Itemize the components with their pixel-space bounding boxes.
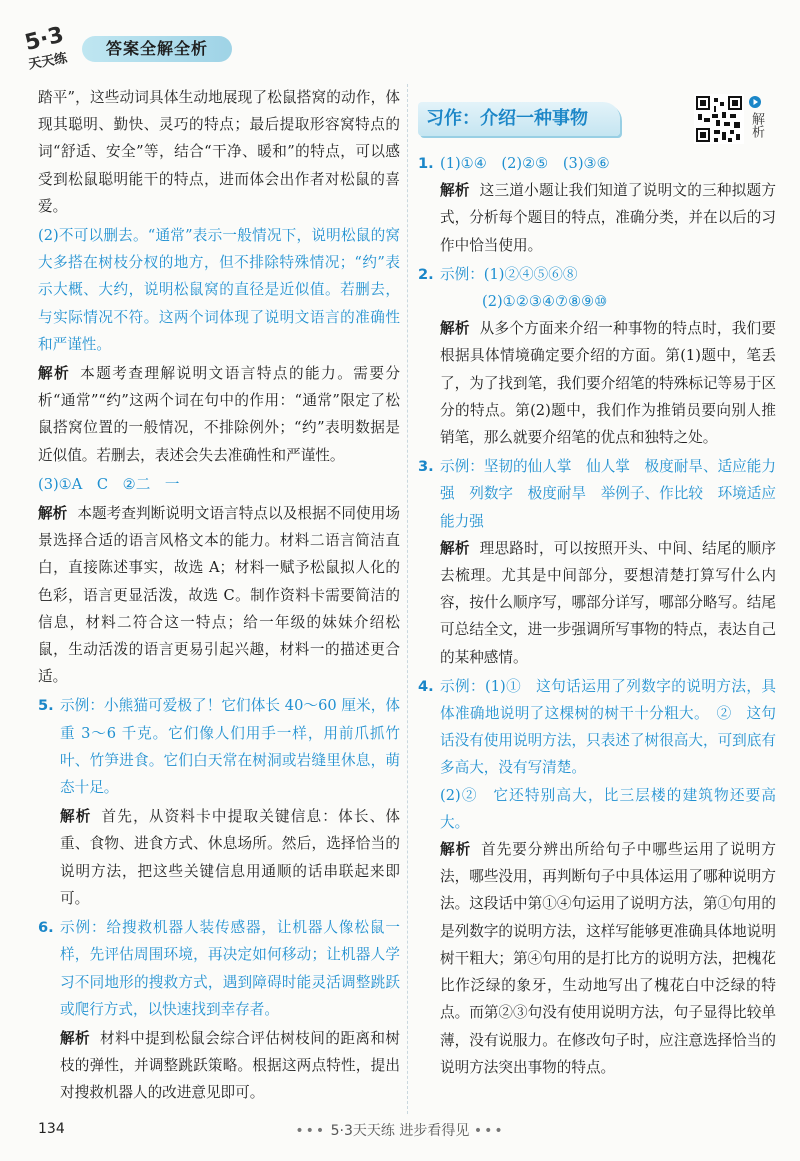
question-2 — [418, 261, 776, 451]
qr-label: 解析 — [749, 112, 764, 138]
q5-analysis — [60, 803, 400, 912]
q6-answer: 示例：给搜救机器人装传感器，让机器人像松鼠一样，先评估周围环境，再决定如何移动；让机器人学习不同地形的搜救方式，遇到障碍时能灵活调整跳跃或爬行方式，以快速找到幸存者。 — [60, 919, 400, 1018]
question-5 — [38, 692, 400, 912]
question-3 — [418, 453, 776, 671]
q4-answer-1: 示例：(1)① 这句话运用了列数字的说明方法，具体准确地说明了这棵树的树干十分粗大。 ② 这句话没有使用说明方法，只表述了树很高大，可到底有多高大，没有写清楚。 — [440, 677, 776, 777]
footer-brand — [290, 1120, 510, 1140]
q4-analysis-text: 首先要分辨出所给句子中哪些运用了说明方法，哪些没用，再判断句子中具体运用了哪种说明方法。这段话中第①④句运用了说明方法，第①句用的是列数字的说明方法，这样写能够更准确具体地说明树干粗大；第④句用的是打比方的说明方法，把槐花比作泛绿的象牙，生动地写出了槐花白中泛绿的特点。而第②③句没有使用说明方法，句子显得比较单薄，没有说服力。在修改句子时，应注意选择恰当的说明方法突出事物的特点。 — [440, 841, 776, 1076]
svg-text:天天练: 天天练 — [27, 51, 69, 72]
continued-paragraph: 踏平”，这些动词具体生动地展现了松鼠搭窝的动作，体现其聪明、勤快、灵巧的特点；最后提取形容窝特点的词“舒适、安全”等，结合“干净、暖和”的特点，可以感受到松鼠聪明能干的特点，进而体会出作者对松鼠的喜爱。 — [38, 89, 400, 215]
play-icon[interactable] — [749, 96, 761, 108]
q2-answer: (2)不可以删去。“通常”表示一般情况下，说明松鼠的窝大多搭在树枝分杈的地方，但不排除特殊情况；“约”表示大概、大约，说明松鼠窝的直径是近似值。若删去，与实际情况不符。这两个词体现了说明文语言的准确性和严谨性。 — [38, 227, 400, 353]
footer-dots-left: ••• — [295, 1123, 327, 1139]
q4-analysis — [440, 836, 776, 1081]
section-title: 习作：介绍一种事物 — [418, 102, 620, 136]
logo — [24, 24, 84, 72]
analysis-label: 解析 — [60, 808, 92, 826]
analysis-label: 解析 — [38, 505, 68, 523]
footer-slogan: 5·3天天练 进步看得见 — [330, 1123, 470, 1139]
q5-analysis-text: 首先，从资料卡中提取关键信息：体长、体重、食物、进食方式、休息场所。然后，选择恰当的说明方法，把这些关键信息用通顺的话串联起来即可。 — [60, 808, 400, 907]
q2-answer-a: 示例：(1)②④⑤⑥⑧ — [440, 265, 578, 283]
analysis-label: 解析 — [440, 320, 470, 338]
qr-code-icon[interactable] — [694, 94, 744, 144]
analysis-label: 解析 — [440, 539, 470, 557]
q4-answer-2: (2)② 它还特别高大，比三层楼的建筑物还要高大。 — [440, 786, 776, 831]
analysis-label: 解析 — [440, 182, 470, 200]
q1-analysis-text: 这三道小题让我们知道了说明文的三种拟题方式，分析每个题目的特点，准确分类，并在以后的习作中恰当使用。 — [440, 182, 776, 254]
q2-answer-b: (2)①②③④⑦⑧⑨⑩ — [482, 293, 608, 311]
right-column — [418, 150, 776, 1081]
q3-analysis-text: 理思路时，可以按照开头、中间、结尾的顺序去梳理。尤其是中间部分，要想清楚打算写什么内容，按什么顺序写，哪部分详写，哪部分略写。结尾可总结全文，进一步强调所写事物的特点，表达自己的某种感情。 — [440, 539, 776, 666]
question-number: 3. — [418, 458, 434, 476]
left-column — [38, 84, 400, 1107]
question-number: 2. — [418, 265, 434, 283]
question-1 — [418, 150, 776, 259]
analysis-label: 解析 — [38, 365, 71, 383]
q6-analysis — [60, 1025, 400, 1107]
q1-analysis — [440, 177, 776, 259]
q3-answer: 示例：坚韧的仙人掌 仙人掌 极度耐旱、适应能力强 列数字 极度耐旱 举例子、作比较 环境适应能力强 — [440, 458, 776, 530]
analysis-label: 解析 — [60, 1029, 91, 1047]
analysis-label: 解析 — [440, 841, 472, 859]
q2-analysis-text: 从多个方面来介绍一种事物的特点时，我们要根据具体情境确定要介绍的方面。第(1)题中，笔丢了，为了找到笔，我们要介绍笔的特殊标记等易于区分的特点。第(2)题中，我们作为推销员要向别人推销笔，那么就要介绍笔的优点和独特之处。 — [440, 320, 776, 447]
column-divider — [407, 84, 408, 1114]
question-number: 6. — [38, 919, 54, 937]
q3-analysis — [440, 535, 776, 671]
q3-analysis-text: 本题考查判断说明文语言特点以及根据不同使用场景选择合适的语言风格文本的能力。材料二语言简洁直白，直接陈述事实，故选 A；材料一赋予松鼠拟人化的色彩，语言更显活泼，故选 C。制作资料卡需要简洁的信息，材料二符合这一特点；给一年级的妹妹介绍松鼠，生动活泼的语言更易引起兴趣，材料一的描述更合适。 — [38, 505, 400, 686]
answer-tag: 答案全解全析 — [82, 36, 232, 62]
logo-53-icon — [24, 24, 84, 72]
page-number: 134 — [38, 1121, 65, 1137]
svg-text:5·3: 5·3 — [24, 24, 67, 57]
header — [24, 24, 324, 72]
question-4 — [418, 673, 776, 1081]
q2-analysis — [38, 360, 400, 469]
question-number: 1. — [418, 155, 434, 172]
question-6 — [38, 914, 400, 1106]
q3-analysis — [38, 500, 400, 690]
q2-analysis-text: 本题考查理解说明文语言特点的能力。需要分析“通常”“约”这两个词在句中的作用：“通常”限定了松鼠搭窝位置的一般情况，不排除例外；“约”表明数据是近似值。若删去，表述会失去准确性和严谨性。 — [38, 365, 400, 464]
q3-answer: (3)①A C ②二 一 — [38, 475, 180, 493]
q6-analysis-text: 材料中提到松鼠会综合评估树枝间的距离和树枝的弹性，并调整跳跃策略。根据这两点特性，提出对搜救机器人的改进意见即可。 — [60, 1029, 400, 1102]
q1-answer: (1)①④ (2)②⑤ (3)③⑥ — [440, 155, 610, 172]
question-number: 5. — [38, 697, 54, 715]
footer-dots-right: ••• — [473, 1123, 505, 1139]
q5-answer: 示例：小熊猫可爱极了！它们体长 40～60 厘米，体重 3～6 千克。它们像人们用手一样，用前爪抓竹叶、竹笋进食。它们白天常在树洞或岩缝里休息，萌态十足。 — [60, 697, 400, 797]
q2-analysis — [440, 315, 776, 451]
question-number: 4. — [418, 677, 434, 695]
